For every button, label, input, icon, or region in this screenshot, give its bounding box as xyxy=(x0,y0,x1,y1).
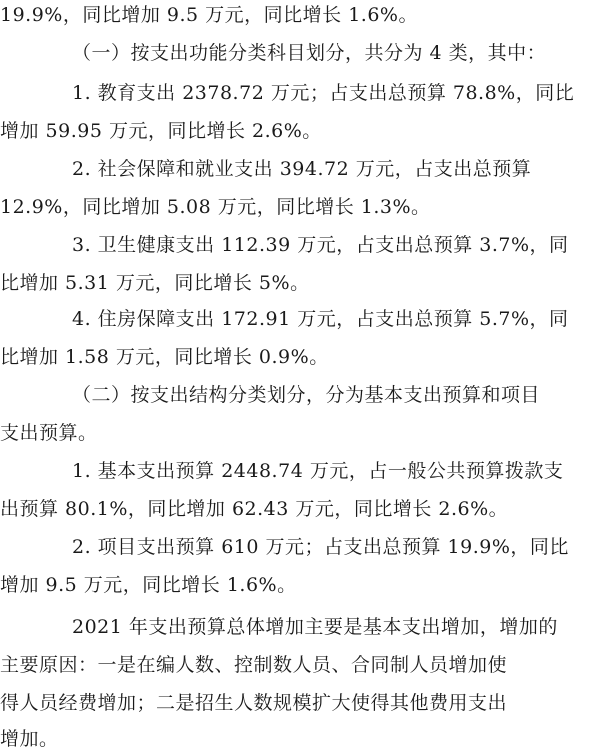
text-line: 增加 9.5 万元，同比增长 1.6%。 xyxy=(0,574,297,596)
section-heading-structural: （二）按支出结构分类划分，分为基本支出预算和项目 xyxy=(72,384,541,406)
text-line: 支出预算。 xyxy=(0,422,98,444)
text-line: 12.9%，同比增加 5.08 万元，同比增长 1.3%。 xyxy=(0,196,431,218)
text-line: 增加。 xyxy=(0,728,59,750)
text-line: 2. 社会保障和就业支出 394.72 万元，占支出总预算 xyxy=(72,158,532,180)
text-line: 2021 年支出预算总体增加主要是基本支出增加，增加的 xyxy=(72,616,558,638)
text-line: 1. 教育支出 2378.72 万元；占支出总预算 78.8%，同比 xyxy=(72,82,575,104)
section-heading-functional: （一）按支出功能分类科目划分，共分为 4 类，其中： xyxy=(72,42,547,64)
text-line: 增加 59.95 万元，同比增长 2.6%。 xyxy=(0,120,322,142)
text-line: 比增加 1.58 万元，同比增长 0.9%。 xyxy=(0,346,329,368)
text-line: 得人员经费增加；二是招生人数规模扩大使得其他费用支出 xyxy=(0,692,508,714)
text-line: 2. 项目支出预算 610 万元；占支出总预算 19.9%，同比 xyxy=(72,536,569,558)
text-line: 3. 卫生健康支出 112.39 万元，占支出总预算 3.7%，同 xyxy=(72,234,569,256)
text-line: 比增加 5.31 万元，同比增长 5%。 xyxy=(0,272,310,294)
text-line: 19.9%，同比增加 9.5 万元，同比增长 1.6%。 xyxy=(0,4,418,26)
text-line: 出预算 80.1%，同比增加 62.43 万元，同比增长 2.6%。 xyxy=(0,498,509,520)
text-line: 主要原因：一是在编人数、控制数人员、合同制人员增加使 xyxy=(0,654,508,676)
text-line: 1. 基本支出预算 2448.74 万元，占一般公共预算拨款支 xyxy=(72,460,564,482)
text-line: 4. 住房保障支出 172.91 万元，占支出总预算 5.7%，同 xyxy=(72,308,569,330)
